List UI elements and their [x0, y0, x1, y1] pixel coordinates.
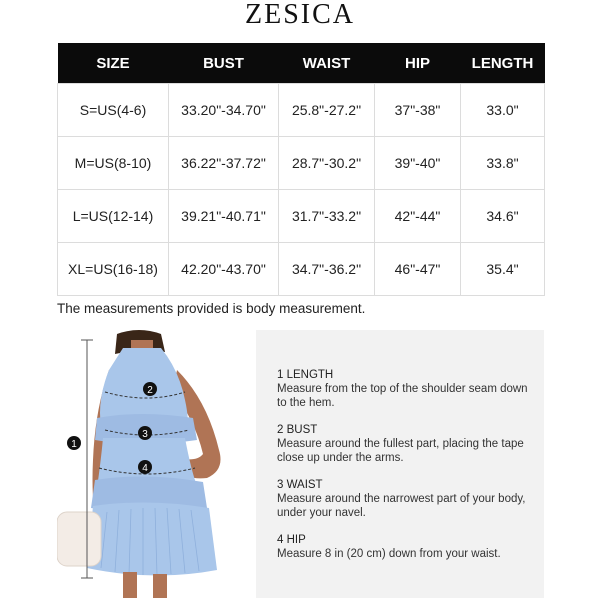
guide-item-bust — [277, 423, 539, 465]
cell-waist: 28.7"-30.2" — [279, 137, 375, 190]
guide-description: Measure 8 in (20 cm) down from your waist. — [277, 548, 501, 560]
header-hip: HIP — [375, 43, 461, 84]
marker-length — [67, 436, 81, 450]
cell-length: 34.6" — [461, 190, 545, 243]
cell-bust: 42.20"-43.70" — [169, 243, 279, 296]
marker-waist-label: 3 — [142, 429, 148, 440]
guide-title: 1 LENGTH — [277, 369, 334, 381]
cell-waist: 31.7"-33.2" — [279, 190, 375, 243]
marker-bust — [143, 382, 157, 396]
measurement-note: The measurements provided is body measurement. — [57, 301, 366, 316]
header-length: LENGTH — [461, 43, 545, 84]
guide-title: 4 HIP — [277, 534, 306, 546]
header-size: SIZE — [58, 43, 169, 84]
clutch-bag — [57, 512, 101, 566]
cell-size: M=US(8-10) — [58, 137, 169, 190]
table-row — [58, 137, 545, 190]
marker-waist — [138, 426, 152, 440]
left-leg-shape — [123, 572, 137, 598]
cell-hip: 37"-38" — [375, 84, 461, 137]
right-leg-shape — [153, 574, 167, 598]
dress-illustration — [57, 330, 250, 598]
cell-hip: 42"-44" — [375, 190, 461, 243]
cell-size: L=US(12-14) — [58, 190, 169, 243]
measurement-guide — [256, 330, 544, 598]
dress-figure — [57, 330, 250, 598]
marker-hip — [138, 460, 152, 474]
guide-title: 3 WAIST — [277, 479, 323, 491]
cell-bust: 33.20"-34.70" — [169, 84, 279, 137]
cell-bust: 39.21"-40.71" — [169, 190, 279, 243]
table-row — [58, 84, 545, 137]
cell-bust: 36.22"-37.72" — [169, 137, 279, 190]
guide-title: 2 BUST — [277, 424, 318, 436]
cell-hip: 39"-40" — [375, 137, 461, 190]
header-waist: WAIST — [279, 43, 375, 84]
table-row — [58, 243, 545, 296]
size-chart-table — [57, 43, 545, 296]
cell-length: 33.0" — [461, 84, 545, 137]
guide-item-waist — [277, 478, 539, 520]
table-row — [58, 190, 545, 243]
marker-bust-label: 2 — [147, 385, 153, 396]
cell-waist: 34.7"-36.2" — [279, 243, 375, 296]
guide-item-length — [277, 368, 539, 410]
cell-hip: 46"-47" — [375, 243, 461, 296]
guide-item-hip — [277, 533, 539, 561]
brand-logo: ZESICA — [245, 0, 355, 30]
marker-length-label: 1 — [71, 439, 77, 450]
cell-length: 35.4" — [461, 243, 545, 296]
cell-size: XL=US(16-18) — [58, 243, 169, 296]
cell-length: 33.8" — [461, 137, 545, 190]
guide-description: Measure from the top of the shoulder seam down to the hem. — [277, 383, 528, 409]
header-bust: BUST — [169, 43, 279, 84]
table-header-row — [58, 43, 545, 84]
guide-description: Measure around the fullest part, placing the tape close up under the arms. — [277, 438, 524, 464]
guide-description: Measure around the narrowest part of your body, under your navel. — [277, 493, 526, 519]
cell-size: S=US(4-6) — [58, 84, 169, 137]
cell-waist: 25.8"-27.2" — [279, 84, 375, 137]
marker-hip-label: 4 — [142, 463, 148, 474]
